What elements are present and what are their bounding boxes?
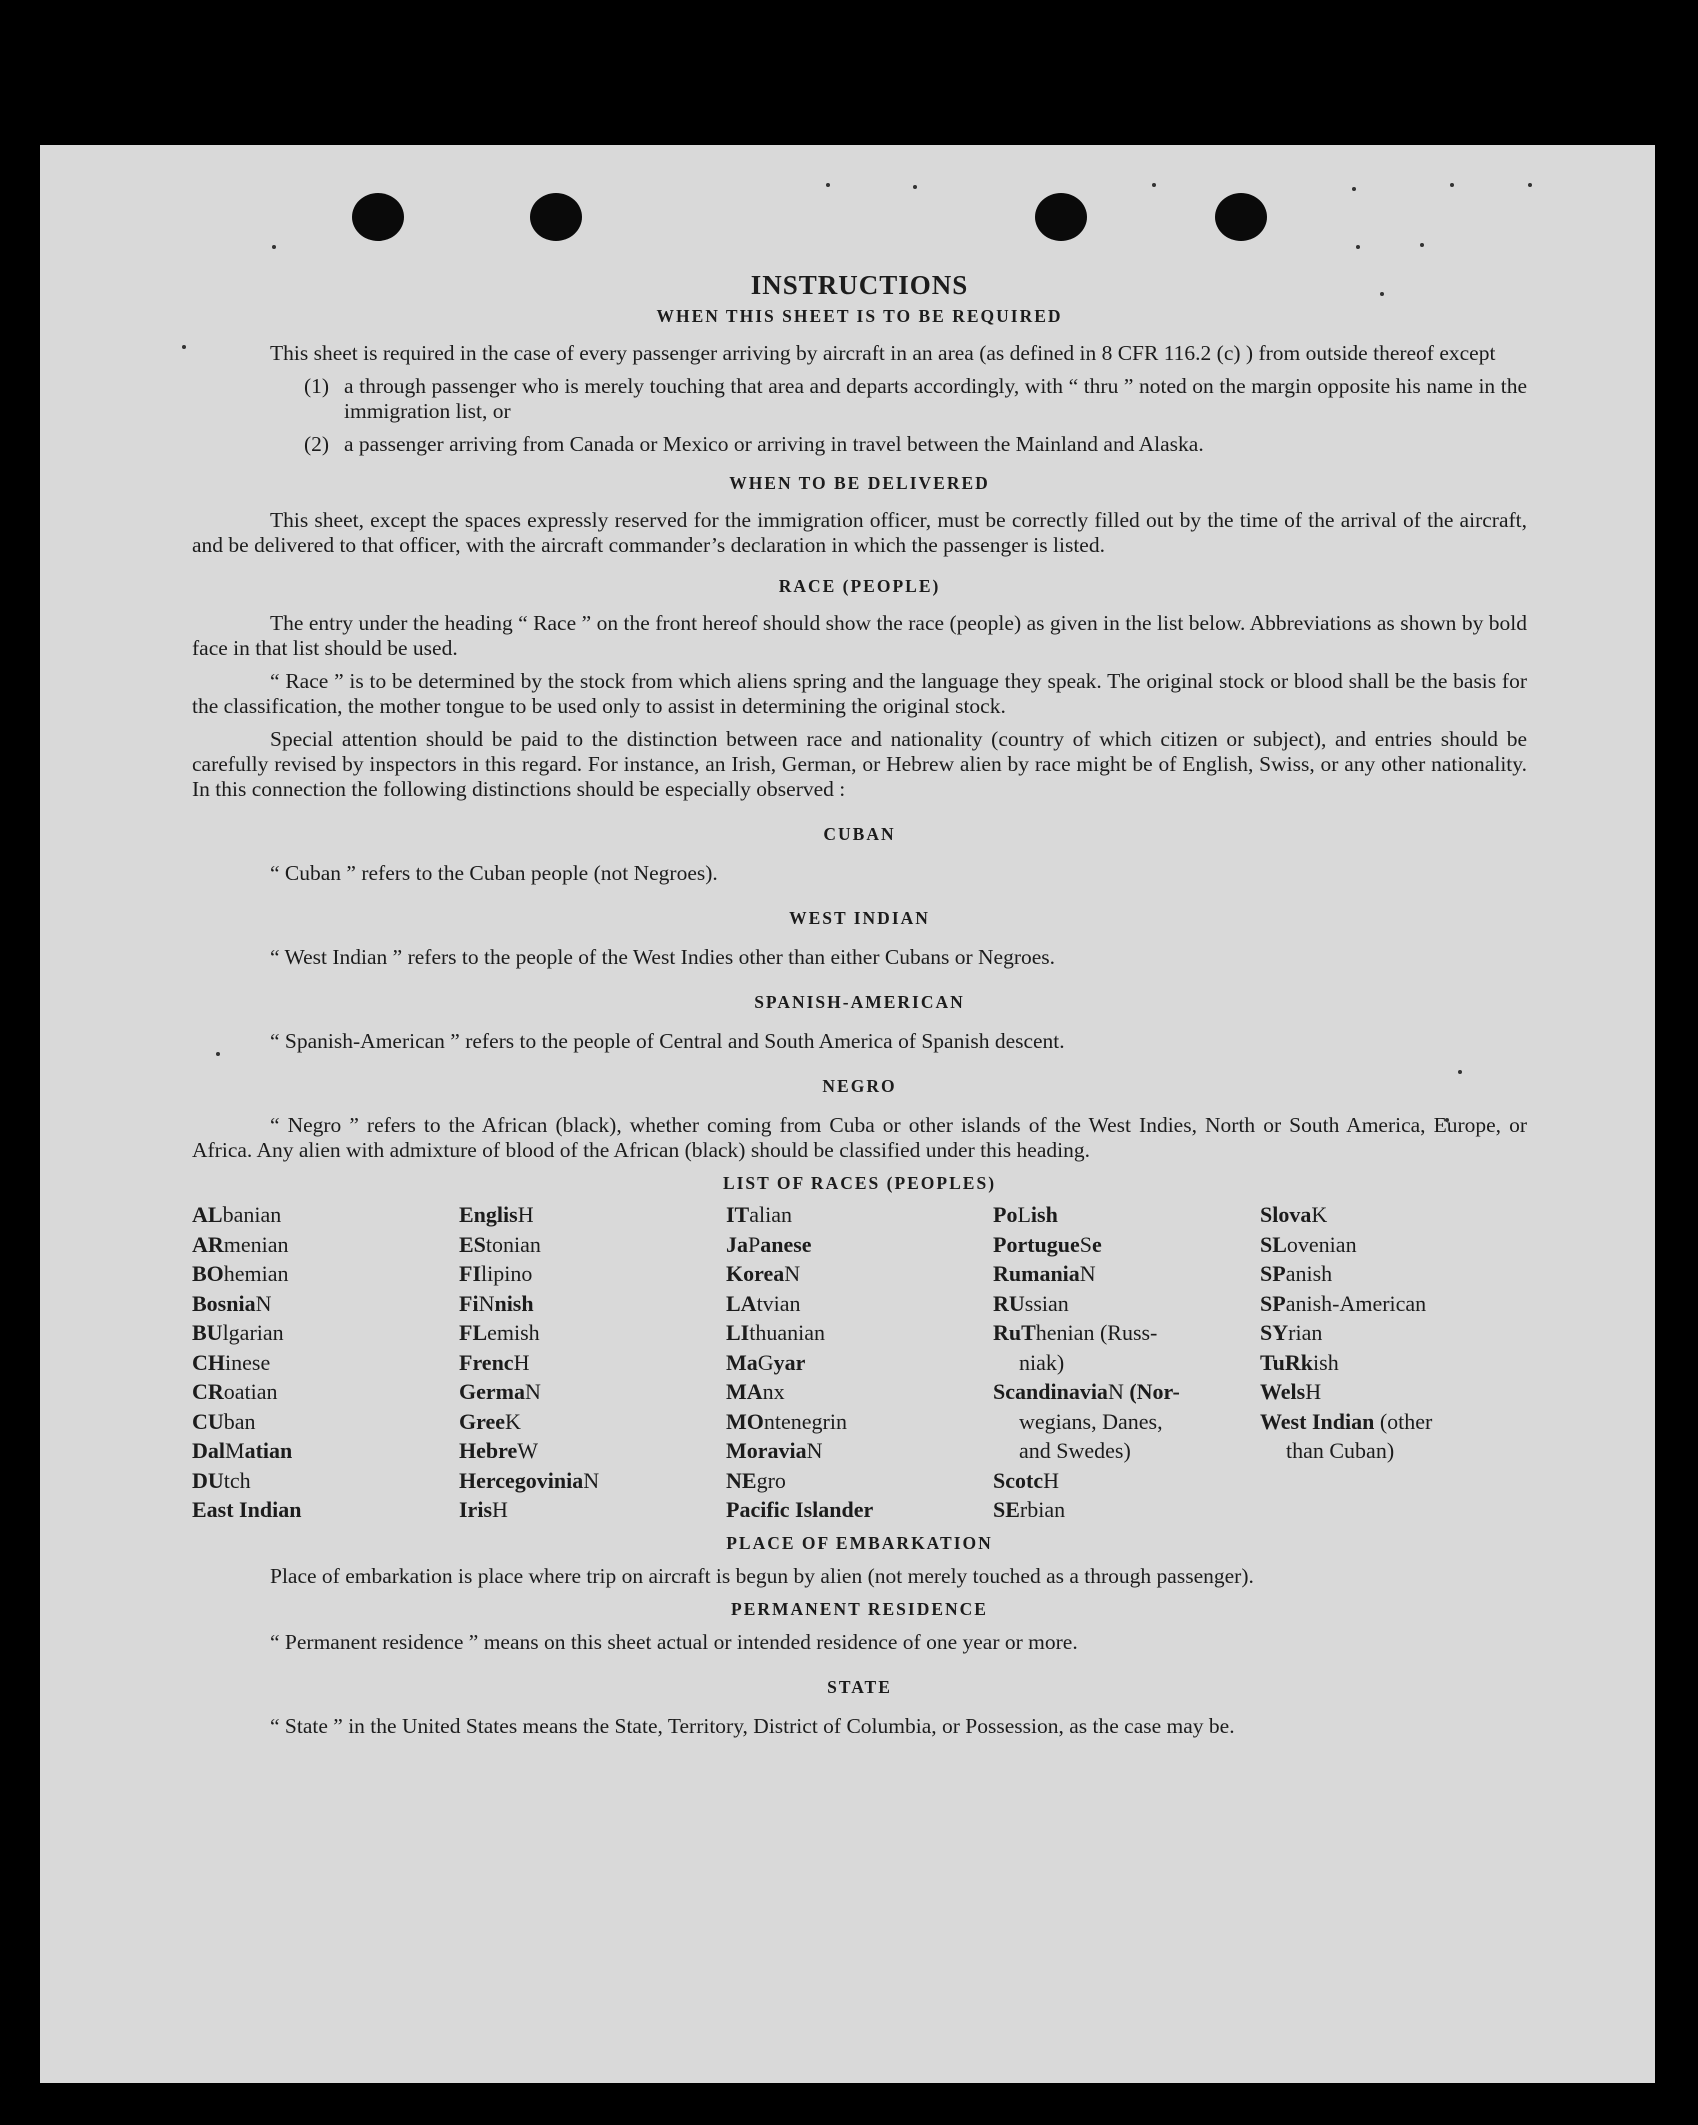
paragraph: “ Spanish-American ” refers to the people of Central and South America of Spanish descent. [270, 1029, 1065, 1053]
race-rest: tch [223, 1467, 251, 1493]
paragraph: Special attention should be paid to the distinction between race and nationality (country of which citizen or subject), and entries should be carefully revised by inspectors in this regard. For instance, an Irish, German, or Hebrew alien by race might be of English, Swiss, or any other nationality. In this connection the following distinctions should be especially observed : [192, 727, 1527, 801]
race-entry [192, 1436, 459, 1466]
race-entry [192, 1348, 459, 1378]
race-entry [726, 1436, 993, 1466]
paragraph: “ State ” in the United States means the State, Territory, District of Columbia, or Possession, as the case may be. [270, 1713, 1235, 1738]
race-rest: H [517, 1202, 534, 1227]
speck [1152, 183, 1156, 187]
race-entry [726, 1407, 993, 1437]
race-rest: menian [223, 1231, 289, 1257]
race-rest: H [492, 1497, 508, 1522]
race-entry [459, 1407, 726, 1437]
race-entry [459, 1495, 726, 1525]
paragraph: “ Cuban ” refers to the Cuban people (not Negroes). [270, 861, 718, 885]
paragraph: “ Permanent residence ” means on this sheet actual or intended residence of one year or more. [270, 1629, 1078, 1654]
race-abbrev: Ja [726, 1231, 748, 1257]
race-abbrev: Korea [726, 1261, 785, 1286]
race-entry [459, 1259, 726, 1289]
race-entry [1260, 1318, 1527, 1348]
race-abbrev: FL [459, 1320, 488, 1345]
race-entry [1260, 1407, 1527, 1437]
race-abbrev: Po [993, 1202, 1018, 1227]
race-rest: emish [487, 1320, 540, 1345]
race-rest: N [255, 1290, 272, 1316]
race-column [993, 1200, 1260, 1525]
race-abbrev: CU [192, 1408, 224, 1434]
race-rest: ish [1313, 1349, 1339, 1375]
section-heading: WHEN THIS SHEET IS TO BE REQUIRED [656, 306, 1063, 326]
race-rest: K [1311, 1202, 1328, 1227]
race-rest: L [1017, 1202, 1031, 1227]
speck [182, 345, 186, 349]
race-abbrev: e [1092, 1231, 1102, 1257]
race-entry [1260, 1377, 1527, 1407]
race-rest: and Swedes) [1019, 1438, 1131, 1463]
race-abbrev: MO [726, 1408, 764, 1434]
race-entry [1260, 1200, 1527, 1230]
race-entry [192, 1466, 459, 1496]
race-rest: lgarian [222, 1320, 284, 1345]
race-abbrev: Iris [459, 1497, 492, 1522]
race-rest: anish-American [1285, 1290, 1427, 1316]
document-sheet [40, 145, 1655, 2083]
race-rest: M [225, 1438, 245, 1463]
race-rest: hemian [223, 1261, 289, 1286]
race-entry [1260, 1436, 1527, 1466]
paragraph: “ Race ” is to be determined by the stock from which aliens spring and the language they speak. The original stock or blood shall be the basis for the classification, the mother tongue to be used only to assist in determining the original stock. [192, 669, 1527, 718]
race-entry [993, 1318, 1260, 1348]
section-heading: WEST INDIAN [789, 908, 930, 928]
race-rest: nx [762, 1379, 785, 1404]
race-entry [726, 1200, 993, 1230]
punch-hole [1215, 193, 1267, 241]
race-rest: henian (Russ- [1035, 1320, 1158, 1345]
race-rest: S [1079, 1231, 1093, 1257]
race-abbrev: (Nor- [1123, 1379, 1180, 1404]
race-rest: N [583, 1467, 600, 1493]
race-rest: G [757, 1349, 774, 1375]
punch-hole [352, 193, 404, 241]
race-abbrev: Gree [459, 1408, 506, 1434]
speck [913, 185, 917, 189]
race-abbrev: anese [760, 1231, 812, 1257]
race-abbrev: Scandinavia [993, 1379, 1108, 1404]
race-abbrev: SP [1260, 1261, 1286, 1286]
race-rest: than Cuban) [1286, 1438, 1395, 1463]
paragraph: “ Negro ” refers to the African (black), whether coming from Cuba or other islands of the West Indies, North or South America, Europe, or Africa. Any alien with admixture of blood of the African (black) should be classified under this heading. [192, 1113, 1527, 1162]
race-abbrev: AL [192, 1202, 223, 1227]
race-abbrev: Hebre [459, 1438, 518, 1463]
race-entry [192, 1230, 459, 1260]
race-entry [192, 1200, 459, 1230]
paragraph: This sheet is required in the case of every passenger arriving by aircraft in an area (as defined in 8 CFR 116.2 (c) ) from outside thereof except [270, 341, 1496, 365]
race-entry [726, 1495, 993, 1525]
race-abbrev: Pacific Islander [726, 1497, 874, 1522]
race-entry [192, 1495, 459, 1525]
race-abbrev: SY [1260, 1320, 1289, 1345]
race-entry [726, 1348, 993, 1378]
list-number: (1) [304, 374, 330, 398]
race-abbrev: East Indian [192, 1497, 302, 1522]
speck [1352, 187, 1356, 191]
race-column [726, 1200, 993, 1525]
race-abbrev: SL [1260, 1231, 1287, 1257]
race-rest: banian [222, 1202, 282, 1227]
race-rest: H [1305, 1379, 1322, 1404]
race-rest: ovenian [1286, 1231, 1357, 1257]
race-rest: lipino [481, 1261, 533, 1286]
race-abbrev: West Indian [1260, 1408, 1375, 1434]
race-abbrev: CH [192, 1349, 225, 1375]
paragraph: This sheet, except the spaces expressly reserved for the immigration officer, must be correctly filled out by the time of the arrival of the aircraft, and be delivered to that officer, with the aircraft commander’s declaration in which the passenger is listed. [192, 508, 1527, 557]
list-item [304, 374, 1527, 424]
race-rest: oatian [223, 1379, 278, 1404]
race-entry [459, 1436, 726, 1466]
race-entry [726, 1289, 993, 1319]
race-entry [192, 1318, 459, 1348]
list-number: (2) [304, 432, 330, 456]
race-abbrev: yar [773, 1349, 806, 1375]
list-text: a passenger arriving from Canada or Mexico or arriving in travel between the Mainland and Alaska. [344, 432, 1204, 456]
speck [1450, 183, 1454, 187]
race-abbrev: Ma [726, 1349, 758, 1375]
section-heading: NEGRO [822, 1076, 897, 1096]
race-abbrev: nish [494, 1290, 534, 1316]
race-entry [192, 1289, 459, 1319]
race-abbrev: SE [993, 1497, 1020, 1522]
race-entry [726, 1318, 993, 1348]
race-abbrev: Slova [1260, 1202, 1312, 1227]
race-entry [993, 1289, 1260, 1319]
race-abbrev: FI [459, 1261, 481, 1286]
instructions-text [192, 270, 1527, 1747]
race-abbrev: ES [459, 1231, 486, 1257]
race-entry [1260, 1289, 1527, 1319]
race-rest: N [784, 1261, 801, 1286]
race-list [192, 1200, 1527, 1525]
race-rest: gro [756, 1467, 786, 1493]
race-abbrev: Wels [1260, 1379, 1306, 1404]
race-rest: (other [1374, 1408, 1433, 1434]
race-rest: N [1079, 1261, 1096, 1286]
race-entry [993, 1495, 1260, 1525]
race-abbrev: NE [726, 1467, 757, 1493]
race-entry [459, 1200, 726, 1230]
race-entry [993, 1436, 1260, 1466]
race-entry [459, 1230, 726, 1260]
race-rest: tonian [485, 1231, 541, 1257]
race-abbrev: ish [1030, 1202, 1058, 1227]
race-rest: W [517, 1438, 539, 1463]
race-entry [993, 1466, 1260, 1496]
race-abbrev: Germa [459, 1379, 525, 1404]
race-entry [459, 1348, 726, 1378]
race-rest: ssian [1024, 1290, 1069, 1316]
race-abbrev: LA [726, 1290, 757, 1316]
section-heading: WHEN TO BE DELIVERED [729, 473, 990, 493]
list-item [304, 432, 1527, 457]
race-rest: wegians, Danes, [1019, 1408, 1163, 1434]
race-rest: ban [223, 1408, 256, 1434]
paragraph: Place of embarkation is place where trip on aircraft is begun by alien (not merely touched as a through passenger). [270, 1563, 1254, 1588]
race-entry [459, 1377, 726, 1407]
race-rest: P [748, 1231, 761, 1257]
race-column [459, 1200, 726, 1525]
race-rest: H [1043, 1467, 1059, 1493]
race-rest: alian [749, 1202, 793, 1227]
race-abbrev: BO [192, 1261, 224, 1286]
paragraph: The entry under the heading “ Race ” on the front hereof should show the race (people) as given in the list below. Abbreviations as shown by bold face in that list should be used. [192, 611, 1527, 660]
speck [272, 245, 276, 249]
race-entry [192, 1377, 459, 1407]
punch-hole [530, 193, 582, 241]
race-entry [993, 1259, 1260, 1289]
race-rest: rbian [1019, 1497, 1066, 1522]
section-heading: CUBAN [823, 824, 896, 844]
race-abbrev: Fi [459, 1290, 479, 1316]
race-abbrev: Scotc [993, 1467, 1044, 1493]
race-entry [726, 1377, 993, 1407]
race-rest: H [513, 1349, 530, 1375]
race-abbrev: Hercegovinia [459, 1467, 584, 1493]
race-entry [993, 1407, 1260, 1437]
race-abbrev: DU [192, 1467, 224, 1493]
race-abbrev: Portugue [993, 1231, 1080, 1257]
race-entry [459, 1318, 726, 1348]
race-abbrev: Bosnia [192, 1290, 256, 1316]
race-rest: N [524, 1379, 541, 1404]
race-abbrev: BU [192, 1320, 223, 1345]
race-entry [192, 1259, 459, 1289]
race-abbrev: Moravia [726, 1438, 807, 1463]
race-abbrev: LI [726, 1320, 750, 1345]
speck [1420, 243, 1424, 247]
race-abbrev: SP [1260, 1290, 1286, 1316]
race-abbrev: RU [993, 1290, 1025, 1316]
race-entry [459, 1466, 726, 1496]
race-entry [726, 1466, 993, 1496]
section-heading: LIST OF RACES (PEOPLES) [722, 1173, 997, 1193]
list-text: a through passenger who is merely touching that area and departs accordingly, with “ thru ” noted on the margin opposite his name in the immigration list, or [344, 374, 1527, 423]
race-entry [459, 1289, 726, 1319]
race-entry [192, 1407, 459, 1437]
speck [1356, 245, 1360, 249]
race-rest: thuanian [749, 1320, 826, 1345]
section-heading: PLACE OF EMBARKATION [726, 1532, 993, 1553]
race-column [1260, 1200, 1527, 1525]
race-rest: niak) [1019, 1349, 1065, 1375]
paragraph: “ West Indian ” refers to the people of the West Indies other than either Cubans or Negroes. [270, 945, 1056, 969]
race-rest: inese [225, 1349, 271, 1375]
race-abbrev: AR [192, 1231, 224, 1257]
race-entry [1260, 1348, 1527, 1378]
race-rest: K [505, 1408, 521, 1434]
section-heading: PERMANENT RESIDENCE [731, 1598, 988, 1619]
speck [1528, 183, 1532, 187]
race-entry [993, 1230, 1260, 1260]
race-rest: tvian [756, 1290, 801, 1316]
punch-hole [1035, 193, 1087, 241]
race-entry [1260, 1259, 1527, 1289]
race-abbrev: MA [726, 1379, 763, 1404]
race-abbrev: CR [192, 1379, 224, 1404]
race-abbrev: Rumania [993, 1261, 1080, 1286]
race-entry [726, 1259, 993, 1289]
race-abbrev: IT [726, 1202, 750, 1227]
race-abbrev: Frenc [459, 1349, 514, 1375]
race-entry [993, 1348, 1260, 1378]
race-rest: anish [1285, 1261, 1333, 1286]
race-abbrev: RuT [993, 1320, 1036, 1345]
race-rest: N [806, 1438, 823, 1463]
race-abbrev: Dal [192, 1438, 225, 1463]
page-title: INSTRUCTIONS [750, 270, 969, 300]
race-entry [993, 1200, 1260, 1230]
race-rest: N [478, 1290, 495, 1316]
race-entry [1260, 1230, 1527, 1260]
section-heading: RACE (PEOPLE) [778, 576, 941, 596]
race-abbrev: TuRk [1260, 1349, 1314, 1375]
race-abbrev: atian [244, 1438, 293, 1463]
race-rest: rian [1288, 1320, 1323, 1345]
race-rest: ntenegrin [763, 1408, 847, 1434]
race-abbrev: Englis [459, 1202, 518, 1227]
race-entry [726, 1230, 993, 1260]
race-column [192, 1200, 459, 1525]
speck [826, 183, 830, 187]
section-heading: STATE [827, 1676, 892, 1697]
section-heading: SPANISH-AMERICAN [754, 992, 965, 1012]
race-rest: N [1107, 1379, 1124, 1404]
race-entry [993, 1377, 1260, 1407]
